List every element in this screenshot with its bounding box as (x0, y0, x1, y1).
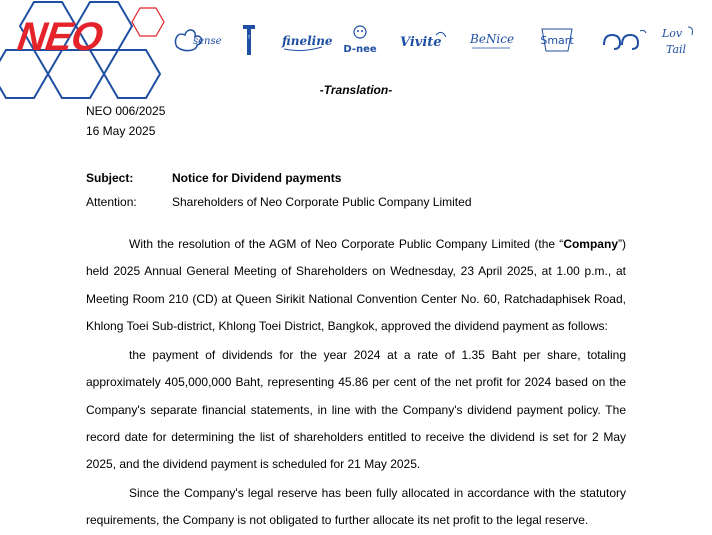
brand-logo-fineline (280, 22, 333, 58)
attention-label: Attention: (86, 195, 137, 209)
paragraph-resolution-part1: With the resolution of the AGM of Neo Corporate Public Company Limited (the “ (129, 237, 564, 251)
brand-logo-hygiene-sense (170, 22, 222, 58)
svg-text:Smart: Smart (540, 34, 574, 47)
reference-number: NEO 006/2025 (86, 104, 166, 118)
svg-text:T: T (247, 35, 251, 40)
svg-text:BeNice: BeNice (470, 32, 515, 46)
subject-label: Subject: (86, 171, 134, 185)
brand-logo-vivite (398, 22, 448, 58)
document-date: 16 May 2025 (86, 124, 156, 138)
svg-text:Vivite: Vivite (400, 35, 442, 50)
paragraph-legal-reserve: Since the Company's legal reserve has been fully allocated in accordance with the statutory requirements, the Company is not obligated to further allocate its net profit to the legal reserve. (86, 486, 626, 528)
brand-logo-giraffe-thai (600, 22, 648, 58)
subject-value: Notice for Dividend payments (172, 171, 342, 185)
svg-text:Tail: Tail (666, 43, 687, 56)
paragraph-resolution-part2: ”) held 2025 Annual General Meeting of Shareholders on Wednesday, 23 April 2025, at 1.00 p.m., at Meeting Room 210 (CD) at Queen Sirikit National Convention Center No. 60, Ratchadaphisek Road, Khlong Toei Sub-district, Khlong Toei District, Bangkok, approved the dividend payment as follows: (86, 237, 626, 333)
brand-logo-d-nee (340, 22, 380, 58)
translation-note: -Translation- (319, 83, 393, 97)
svg-text:fineline: fineline (282, 34, 333, 48)
company-defined-term: Company (563, 237, 618, 251)
paragraph-resolution (86, 231, 626, 340)
brand-logo-tros (238, 22, 260, 58)
svg-text:D-nee: D-nee (343, 44, 377, 55)
neo-logo: NEO (14, 15, 105, 59)
svg-text:sense: sense (193, 36, 222, 47)
brand-logo-lovely-tail (660, 22, 700, 58)
brand-logo-benice (466, 22, 516, 58)
attention-value: Shareholders of Neo Corporate Public Company Limited (172, 195, 472, 209)
paragraph-dividend-details: the payment of dividends for the year 2024 at a rate of 1.35 Baht per share, totaling approximately 405,000,000 Baht, representing 45.86 per cent of the net profit for 2024 based on the Company's separate financial statements, in line with the Company's dividend payment policy. The record date for determining the list of shareholders entitled to receive the dividend is set for 2 May 2025, and the dividend payment is scheduled for 21 May 2025. (86, 348, 626, 472)
brand-logo-smart (534, 22, 580, 58)
svg-text:Lov: Lov (662, 27, 683, 40)
